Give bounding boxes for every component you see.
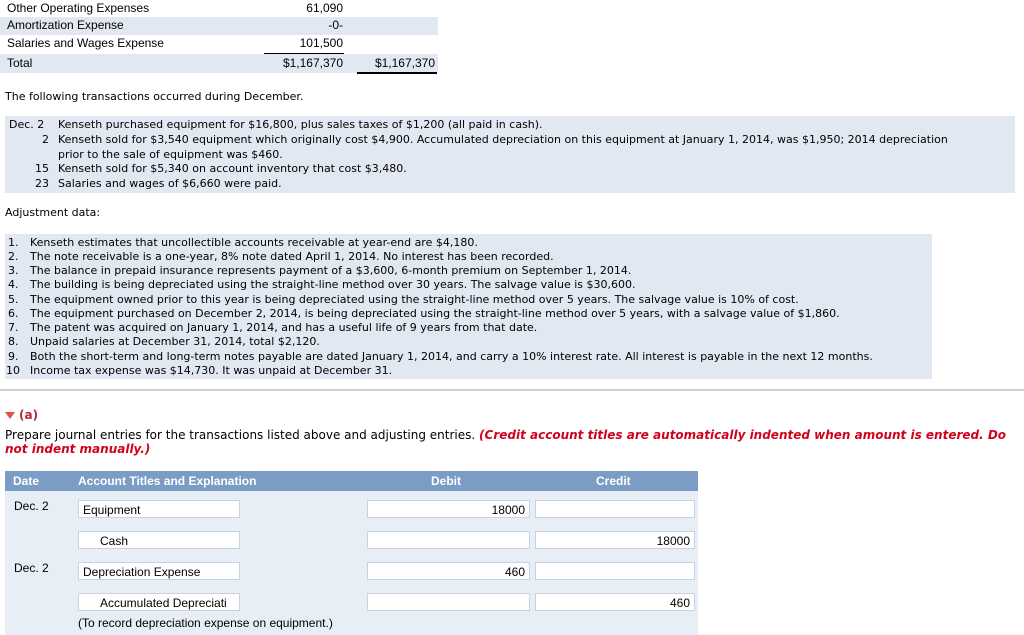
credit-input[interactable]: 460: [535, 593, 695, 611]
adj-num: 5.: [8, 293, 19, 306]
debit-input[interactable]: [367, 531, 530, 549]
header-account: Account Titles and Explanation: [78, 474, 257, 488]
header-debit: Debit: [431, 474, 461, 488]
adj-num: 2.: [8, 250, 19, 263]
tb-amount: -0-: [328, 18, 343, 32]
transactions-intro: The following transactions occurred during December.: [5, 90, 304, 103]
tb-row: [0, 17, 438, 35]
tb-row: [0, 0, 438, 18]
tx-text: Salaries and wages of $6,660 were paid.: [58, 177, 282, 190]
journal-header: [5, 471, 698, 491]
tx-date: 23: [35, 177, 49, 190]
adjustment-intro: Adjustment data:: [5, 206, 101, 219]
tb-label: Amortization Expense: [7, 18, 124, 32]
adj-num: 7.: [8, 321, 19, 334]
tx-date: Dec. 2: [9, 118, 45, 131]
tb-label: Salaries and Wages Expense: [7, 36, 164, 50]
tb-amount: $1,167,370: [282, 56, 343, 70]
account-input[interactable]: Depreciation Expense: [78, 562, 240, 580]
debit-input[interactable]: 18000: [367, 500, 530, 518]
tb-amount: 61,090: [306, 1, 343, 15]
tb-amount-credit: $1,167,370: [374, 56, 435, 70]
adj-num: 10: [6, 364, 20, 377]
entry-date: Dec. 2: [14, 499, 49, 513]
transactions-block: [5, 116, 1015, 193]
adj-text: The equipment owned prior to this year is being depreciated using the straight-line method over 5 years. The salvage value is 10% of cost.: [30, 293, 799, 306]
adj-num: 1.: [8, 236, 19, 249]
adj-num: 9.: [8, 350, 19, 363]
journal-body: [5, 491, 698, 635]
adj-num: 6.: [8, 307, 19, 320]
tb-label: Total: [7, 56, 33, 70]
section-a-toggle[interactable]: [5, 408, 38, 422]
tx-text: prior to the sale of equipment was $460.: [58, 148, 283, 161]
header-date: Date: [13, 474, 40, 488]
adj-text: Income tax expense was $14,730. It was unpaid at December 31.: [30, 364, 393, 377]
instructions: [5, 428, 1015, 456]
instructions-warning: (Credit account titles are automatically indented when amount is entered. Do not indent manually.): [5, 428, 1007, 456]
credit-input[interactable]: [535, 562, 695, 580]
tb-row: [0, 35, 438, 53]
adj-num: 3.: [8, 264, 19, 277]
tx-date: 15: [35, 162, 49, 175]
adj-text: Kenseth estimates that uncollectible accounts receivable at year-end are $4,180.: [30, 236, 478, 249]
adj-text: The note receivable is a one-year, 8% note dated April 1, 2014. No interest has been recorded.: [30, 250, 554, 263]
credit-input[interactable]: [535, 500, 695, 518]
tb-amount: 101,500: [299, 36, 343, 50]
adj-text: Both the short-term and long-term notes payable are dated January 1, 2014, and carry a 10% interest rate. All interest is payable in the next 12 months.: [30, 350, 873, 363]
tx-text: Kenseth purchased equipment for $16,800, plus sales taxes of $1,200 (all paid in cash).: [58, 118, 543, 131]
tb-label: Other Operating Expenses: [7, 1, 150, 15]
adjustments-block: [5, 234, 932, 379]
adj-text: Unpaid salaries at December 31, 2014, total $2,120.: [30, 335, 320, 348]
adj-num: 8.: [8, 335, 19, 348]
adj-text: The building is being depreciated using the straight-line method over 30 years. The salvage value is $30,600.: [30, 278, 636, 291]
tb-row-total: [0, 54, 438, 73]
total-double-line: [357, 72, 437, 74]
adj-text: The patent was acquired on January 1, 2014, and has a useful life of 9 years from that date.: [30, 321, 538, 334]
instructions-text: Prepare journal entries for the transactions listed above and adjusting entries.: [5, 428, 480, 442]
caret-down-icon: [5, 412, 15, 419]
section-divider: [0, 389, 1024, 391]
account-input[interactable]: Cash: [78, 531, 240, 549]
header-credit: Credit: [596, 474, 631, 488]
credit-input[interactable]: 18000: [535, 531, 695, 549]
adj-num: 4.: [8, 278, 19, 291]
account-input[interactable]: Accumulated Depreciati: [78, 593, 240, 611]
entry-explanation: (To record depreciation expense on equipment.): [78, 616, 333, 630]
tx-text: Kenseth sold for $3,540 equipment which originally cost $4,900. Accumulated depreciation on this equipment at January 1, 2014, was $1,950; 2014 depreciation: [58, 133, 948, 146]
section-a-label: (a): [19, 408, 39, 422]
debit-input[interactable]: [367, 593, 530, 611]
tx-date: 2: [42, 133, 49, 146]
entry-date: Dec. 2: [14, 561, 49, 575]
adj-text: The equipment purchased on December 2, 2014, is being depreciated using the straight-line method over 5 years, with a salvage value of $1,860.: [30, 307, 840, 320]
debit-input[interactable]: 460: [367, 562, 530, 580]
tx-text: Kenseth sold for $5,340 on account inventory that cost $3,480.: [58, 162, 407, 175]
account-input[interactable]: Equipment: [78, 500, 240, 518]
adj-text: The balance in prepaid insurance represents payment of a $3,600, 6-month premium on September 1, 2014.: [30, 264, 632, 277]
